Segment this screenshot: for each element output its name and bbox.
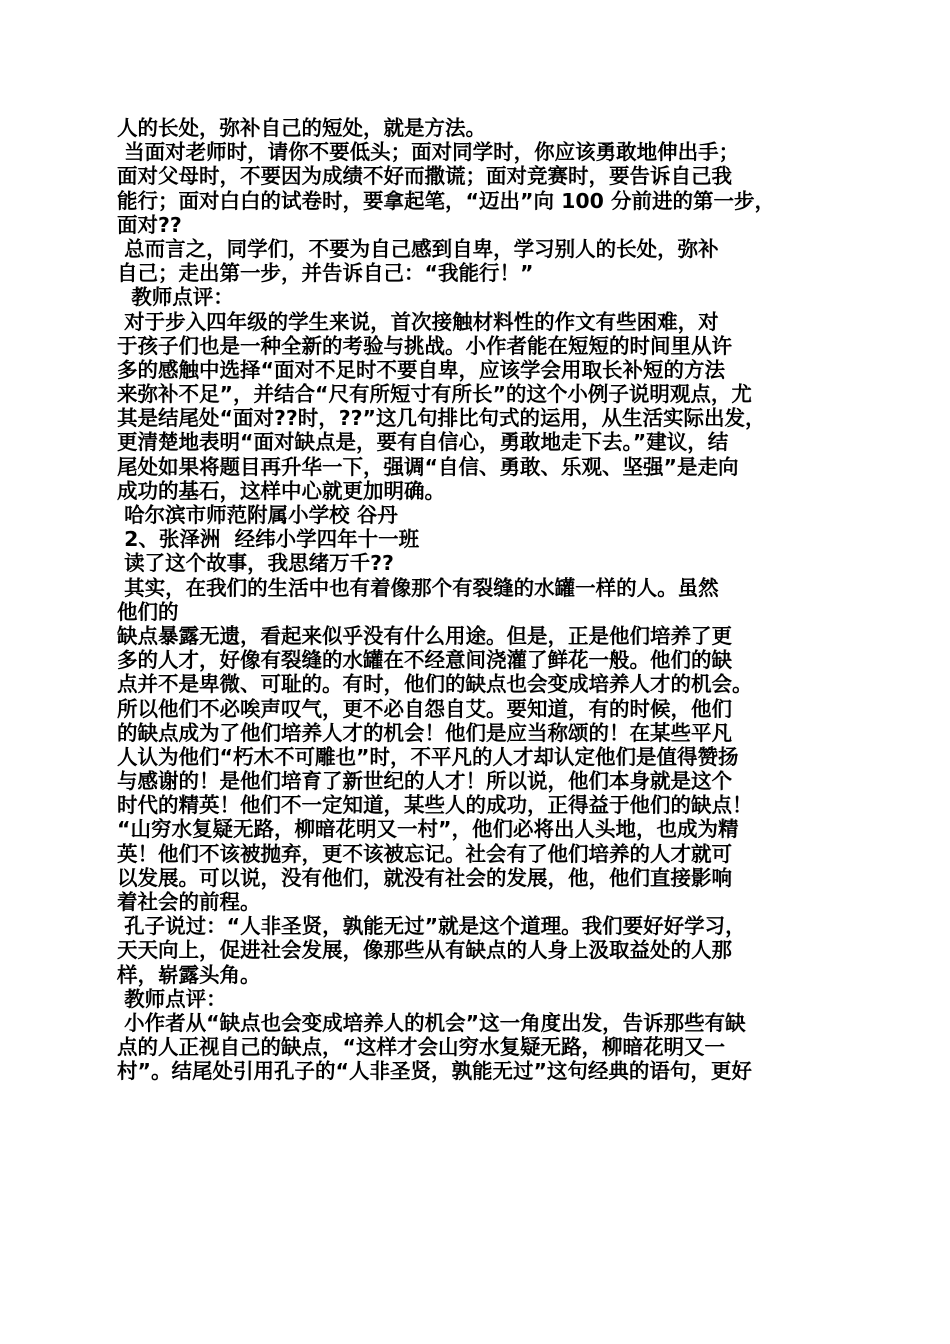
text-line: 多的感触中选择“面对不足时不要自卑，应该学会用取长补短的方法 — [117, 357, 725, 382]
text-line: 成功的基石，这样中心就更加明确。 — [117, 478, 445, 503]
text-line: 其是结尾处“面对??时，??”这几句排比句式的运用，从生活实际出发， — [117, 406, 766, 431]
text-line: 他们的 — [117, 599, 179, 624]
text-line: 自己；走出第一步，并告诉自己：“我能行！” — [117, 261, 534, 286]
section-heading: 教师点评： — [117, 986, 227, 1011]
text-line: “山穷水复疑无路，柳暗花明又一村”，他们必将出人头地，也成为精 — [117, 817, 739, 842]
article-heading: 2、张泽洲 经纬小学四年十一班 — [117, 527, 420, 552]
text-line: 人认为他们“朽木不可雕也”时，不平凡的人才却认定他们是值得赞扬 — [117, 744, 739, 769]
text-line: 与感谢的！是他们培育了新世纪的人才！所以说，他们本身就是这个 — [117, 769, 732, 794]
text-line: 样，崭露头角。 — [117, 962, 261, 987]
text-line: 面对父母时，不要因为成绩不好而撒谎；面对竞赛时，要告诉自己我 — [117, 164, 732, 189]
text-line: 其实，在我们的生活中也有着像那个有裂缝的水罐一样的人。虽然 — [117, 575, 719, 600]
text-line: 能行；面对白白的试卷时，要拿起笔，“迈出”向 100 分前进的第一步， — [117, 188, 776, 213]
text-line: 点的人正视自己的缺点，“这样才会山穷水复疑无路，柳暗花明又一 — [117, 1035, 725, 1060]
text-line: 来弥补不足”，并结合“尺有所短寸有所长”的这个小例子说明观点，尤 — [117, 382, 752, 407]
text-line: 所以他们不必唉声叹气，更不必自怨自艾。要知道，有的时候，他们 — [117, 696, 732, 721]
text-line: 的缺点成为了他们培养人才的机会！他们是应当称颂的！在某些平凡 — [117, 720, 732, 745]
document-body — [117, 116, 847, 1084]
author-line: 哈尔滨市师范附属小学校 谷丹 — [117, 503, 398, 527]
text-line: 于孩子们也是一种全新的考验与挑战。小作者能在短短的时间里从许 — [117, 333, 732, 358]
text-line: 缺点暴露无遗，看起来似乎没有什么用途。但是，正是他们培养了更 — [117, 623, 732, 648]
text-line: 多的人才，好像有裂缝的水罐在不经意间浇灌了鲜花一般。他们的缺 — [117, 648, 732, 673]
text-line: 总而言之，同学们，不要为自己感到自卑，学习别人的长处，弥补 — [117, 236, 719, 261]
text-line: 读了这个故事，我思绪万千?? — [117, 551, 394, 576]
text-line: 孔子说过：“人非圣贤，孰能无过”就是这个道理。我们要好好学习， — [117, 914, 746, 939]
text-line: 人的长处，弥补自己的短处，就是方法。 — [117, 116, 486, 140]
text-line: 当面对老师时，请你不要低头；面对同学时，你应该勇敢地伸出手； — [117, 140, 740, 165]
text-line: 小作者从“缺点也会变成培养人的机会”这一角度出发，告诉那些有缺 — [117, 1010, 746, 1035]
text-line: 村”。结尾处引用孔子的“人非圣贤，孰能无过”这句经典的语句，更好 — [117, 1059, 752, 1084]
text-line: 面对?? — [117, 212, 182, 237]
text-line: 时代的精英！他们不一定知道，某些人的成功，正得益于他们的缺点！ — [117, 793, 753, 818]
text-line: 以发展。可以说，没有他们，就没有社会的发展，他，他们直接影响 — [117, 865, 732, 890]
text-line: 点并不是卑微、可耻的。有时，他们的缺点也会变成培养人才的机会。 — [117, 672, 753, 697]
text-line: 着社会的前程。 — [117, 890, 261, 914]
text-line: 尾处如果将题目再升华一下，强调“自信、勇敢、乐观、坚强”是走向 — [117, 454, 739, 479]
section-heading: 教师点评： — [117, 285, 234, 310]
text-line: 更清楚地表明“面对缺点是，要有自信心，勇敢地走下去。”建议，结 — [117, 430, 729, 455]
text-line: 英！他们不该被抛弃，更不该被忘记。社会有了他们培养的人才就可 — [117, 841, 732, 866]
text-line: 对于步入四年级的学生来说，首次接触材料性的作文有些困难，对 — [117, 309, 719, 334]
text-line: 天天向上，促进社会发展，像那些从有缺点的人身上汲取益处的人那 — [117, 938, 732, 963]
